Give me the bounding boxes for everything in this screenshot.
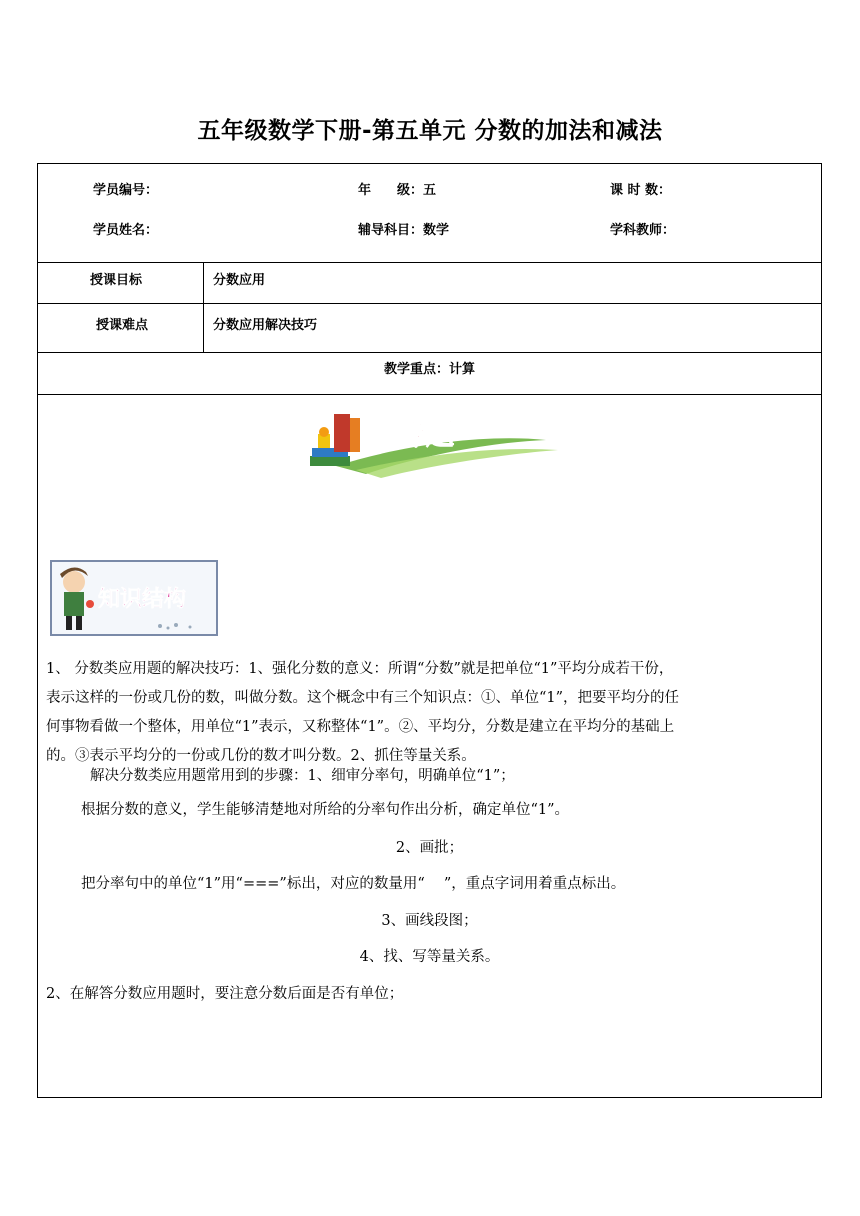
paragraph-1-line-1: 1、 分数类应用题的解决技巧：1、强化分数的意义：所谓“分数”就是把单位“1”平均分成若干份， [46, 661, 674, 677]
step-3: 3、画线段图； [381, 913, 478, 929]
knowledge-badge-text: 知识结构 [98, 587, 187, 612]
difficulty-label: 授课难点 [96, 318, 149, 333]
divider [38, 394, 821, 395]
paragraph-2: 解决分数类应用题常用到的步骤：1、细审分率句，明确单位“1”； [90, 768, 515, 784]
paragraph-4: 把分率句中的单位“1”用“===”标出，对应的数量用“ ”，重点字词用着重点标出。 [81, 876, 626, 892]
knowledge-structure-badge [50, 560, 218, 636]
divider [38, 352, 821, 353]
student-id-label: 学员编号： [93, 183, 159, 198]
difficulty-value: 分数应用解决技巧 [213, 318, 318, 333]
topic-banner-image [296, 404, 580, 486]
paragraph-1-line-2: 表示这样的一份或几份的数，叫做分数。这个概念中有三个知识点：①、单位“1”，把要平均分的任 [46, 690, 680, 706]
divider [38, 303, 821, 304]
paragraph-1-line-4: 的。③表示平均分的一份或几份的数才叫分数。2、抓住等量关系。 [46, 748, 476, 764]
goal-value: 分数应用 [213, 273, 266, 288]
divider [203, 262, 204, 352]
lesson-table [37, 163, 822, 1098]
paragraph-3: 根据分数的意义，学生能够清楚地对所给的分率句作出分析，确定单位“1”。 [81, 802, 570, 818]
grade-label: 年 级：五 [358, 183, 437, 198]
paragraph-1-line-3: 何事物看做一个整体，用单位“1”表示，又称整体“1”。②、平均分，分数是建立在平均分的基础上 [46, 719, 675, 735]
page-title: 五年级数学下册-第五单元 分数的加法和减法 [197, 118, 663, 144]
teaching-focus: 教学重点：计算 [383, 362, 475, 377]
step-2: 2、画批； [395, 840, 464, 856]
paragraph-5: 2、在解答分数应用题时，要注意分数后面是否有单位； [46, 986, 404, 1002]
divider [38, 262, 821, 263]
teacher-label: 学科教师： [610, 223, 676, 238]
step-4: 4、找、写等量关系。 [359, 949, 500, 965]
goal-label: 授课目标 [90, 273, 143, 288]
class-hours-label: 课 时 数： [610, 183, 672, 198]
subject-label: 辅导科目：数学 [358, 223, 450, 238]
student-name-label: 学员姓名： [93, 223, 159, 238]
topic-banner-text: 专题 [398, 418, 455, 451]
